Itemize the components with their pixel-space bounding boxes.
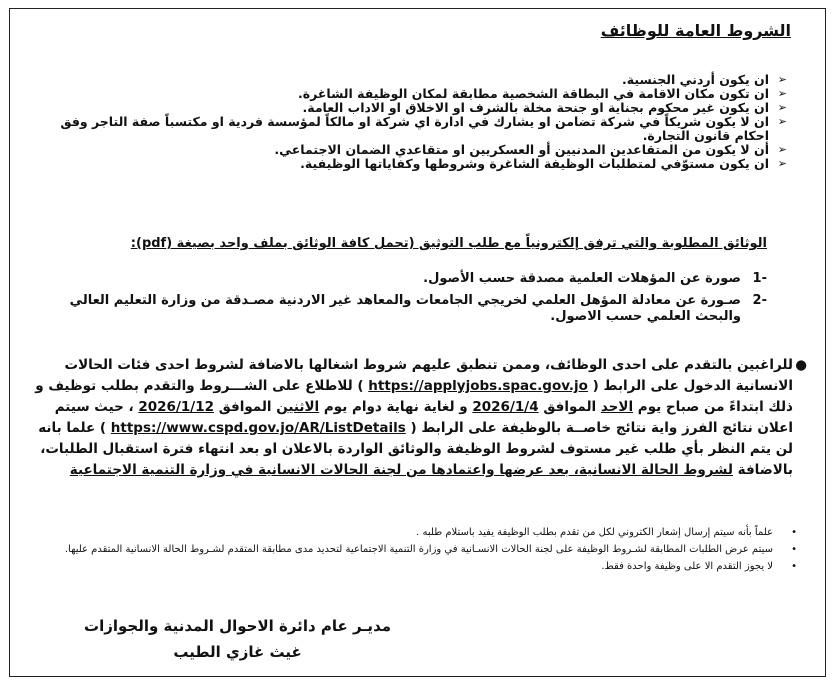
arrow-bullet-icon: ➢ — [777, 143, 787, 156]
condition-item: ➢ ان يكون أردني الجنسية. — [622, 72, 787, 87]
document-number: -2 — [752, 293, 767, 308]
signature-block — [84, 613, 391, 665]
bullet-icon: ● — [795, 357, 807, 373]
note-item: • سيتم عرض الطلبات المطابقة لشـروط الوظيفة على لجنة الحالات الانسـانية في وزارة التنمية الاجتماعية لتحديد مدى مطابقة المتقدم لشـروط الحالة الانسانية المتقدم عليها. — [64, 544, 797, 555]
note-item: • لا يجوز التقدم الا على وظيفة واحدة فقط. — [601, 561, 797, 572]
note-item: • علماً بأنه سيتم إرسال إشعار الكتروني لكل من تقدم بطلب الوظيفة يفيد باستلام طلبه . — [416, 527, 797, 538]
arrow-bullet-icon: ➢ — [777, 101, 787, 114]
notes-list — [34, 526, 797, 577]
arrow-bullet-icon: ➢ — [777, 73, 787, 86]
arrow-bullet-icon: ➢ — [777, 87, 787, 100]
application-instructions: ● للراغبين بالتقدم على احدى الوظائف، وممن تنطبق عليهم شروط اشغالها بالاضافة لشروط احدى فئات الحالات الانسانية الدخول على الرابط ( https://applyjobs.spac.gov.jo ) للاطلاع على الشـــروط والتقدم بطلب توظيف و ذلك ابتداءً من صباح يوم الاحد الموافق 2026/1/4 و لغاية نهاية دوام يوم الاثنين الموافق 2026/1/12 ، حيث سيتم اعلان نتائج الفرز واية نتائج خاصــة بالوظيفة على الرابط ( https://www.cspd.gov.jo/AR/ListDetails ) علما بانه لن يتم النظر بأي طلب غير مستوف لشروط الوظيفة والوثائق الواردة بالاعلان او بعد انتهاء فترة استقبال الطلبات، بالاضافة لشروط الحالة الانسانية، بعد عرضها واعتمادها من لجنة الحالات الانسانية في وزارة التنمية الاجتماعية — [35, 357, 807, 478]
conditions-list — [34, 73, 787, 171]
page-title: الشروط العامة للوظائف — [600, 21, 791, 40]
condition-item: ➢ ان لا يكون شريكاً في شركة تضامن او يشارك في ادارة اي شركة او مالكاً لمؤسسة فردية او مكتسباً صفة التاجر وفق احكام قانون التجارة. — [60, 114, 787, 143]
results-link[interactable]: https://www.cspd.gov.jo/AR/ListDetails — [110, 420, 406, 436]
bullet-icon: • — [791, 544, 797, 555]
signature-name: غيث غازي الطيب — [173, 643, 302, 661]
documents-heading: الوثائق المطلوبة والتي ترفق إلكترونياً مع طلب التوثيق (تحمل كافة الوثائق بملف واحد بصيغة (pdf): — [130, 236, 767, 251]
condition-item: ➢ ان يكون غير محكوم بجناية او جنحة مخلة بالشرف او الاخلاق او الاداب العامة. — [302, 100, 787, 115]
arrow-bullet-icon: ➢ — [777, 157, 787, 170]
condition-item: ➢ ان يكون مستوّفي لمتطلبات الوظيفة الشاغرة وشروطها وكفاياتها الوظيفية. — [300, 156, 787, 171]
start-date: 2026/1/4 — [472, 399, 539, 415]
bullet-icon: • — [791, 527, 797, 538]
end-date: 2026/1/12 — [138, 399, 214, 415]
document-number: -1 — [752, 271, 767, 286]
condition-item: ➢ ان تكون مكان الاقامة في البطاقة الشخصية مطابقة لمكان الوظيفة الشاغرة. — [297, 86, 787, 101]
document-item: -1 صورة عن المؤهلات العلمية مصدقة حسب الأصول. — [423, 271, 767, 286]
arrow-bullet-icon: ➢ — [777, 115, 787, 128]
apply-link[interactable]: https://applyjobs.spac.gov.jo — [368, 378, 588, 394]
condition-item: ➢ أن لا يكون من المتقاعدين المدنيين أو العسكريين او متقاعدي الضمان الاجتماعي. — [274, 142, 787, 157]
document-item: -2 صـورة عن معادلة المؤهل العلمي لخريجي الجامعات والمعاهد غير الاردنية مصـدقة من وزارة التعليم العالي والبحث العلمي حسب الاصول. — [69, 293, 767, 324]
bullet-icon: • — [791, 561, 797, 572]
announcement-page — [9, 8, 826, 677]
documents-list — [38, 271, 767, 331]
signature-title: مديـر عام دائرة الاحوال المدنية والجوازات — [84, 617, 392, 635]
